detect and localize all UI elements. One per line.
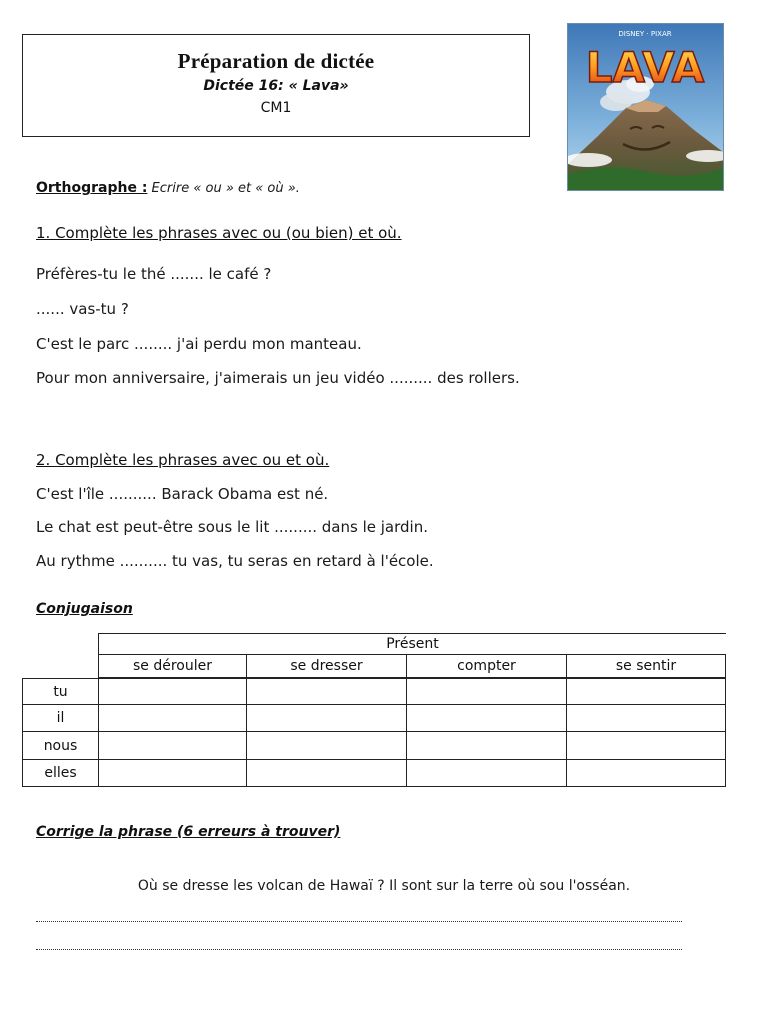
pronoun-cell: nous: [22, 731, 99, 760]
verb-header: se sentir: [566, 654, 726, 678]
answer-cell[interactable]: [566, 678, 726, 705]
exercise1-title: 1. Complète les phrases avec ou (ou bien) et où.: [36, 224, 402, 242]
orthographe-instruction: Ecrire « ou » et « où ».: [147, 181, 300, 196]
answer-cell[interactable]: [566, 704, 726, 732]
volcano-illustration: [568, 24, 723, 190]
corrige-title: Corrige la phrase (6 erreurs à trouver): [36, 824, 341, 840]
exercise2-sentence-1: C'est l'île .......... Barack Obama est né.: [36, 485, 329, 503]
answer-line[interactable]: [36, 921, 682, 922]
answer-line[interactable]: [36, 949, 682, 950]
corrige-sentence: Où se dresse les volcan de Hawaï ? Il sont sur la terre où sou l'osséan.: [137, 878, 631, 894]
exercise1-sentence-4: Pour mon anniversaire, j'aimerais un jeu vidéo ......... des rollers.: [36, 369, 520, 387]
exercise2-sentence-2: Le chat est peut-être sous le lit ......... dans le jardin.: [36, 518, 428, 536]
header-box: [22, 34, 530, 137]
answer-cell[interactable]: [406, 759, 567, 787]
answer-cell[interactable]: [246, 704, 407, 732]
answer-cell[interactable]: [566, 759, 726, 787]
answer-cell[interactable]: [98, 678, 247, 705]
pronoun-cell: elles: [22, 759, 99, 787]
answer-cell[interactable]: [406, 704, 567, 732]
verb-header: se dérouler: [98, 654, 247, 678]
answer-cell[interactable]: [98, 731, 247, 760]
poster-brand-text: DISNEY · PIXAR: [618, 30, 672, 38]
answer-cell[interactable]: [98, 759, 247, 787]
answer-cell[interactable]: [98, 704, 247, 732]
answer-cell[interactable]: [246, 759, 407, 787]
exercise1-sentence-3: C'est le parc ........ j'ai perdu mon manteau.: [36, 335, 362, 353]
answer-cell[interactable]: [566, 731, 726, 760]
pronoun-cell: il: [22, 704, 99, 732]
verb-header: compter: [406, 654, 567, 678]
orthographe-label: Orthographe :: [36, 180, 148, 196]
poster-title-text: LAVA: [585, 43, 705, 92]
answer-cell[interactable]: [246, 678, 407, 705]
answer-cell[interactable]: [406, 731, 567, 760]
exercise1-sentence-1: Préfères-tu le thé ....... le café ?: [36, 265, 272, 283]
verb-header: se dresser: [246, 654, 407, 678]
lava-poster-image: [567, 23, 724, 191]
conjugation-table: [22, 633, 726, 787]
exercise2-title: 2. Complète les phrases avec ou et où.: [36, 451, 330, 469]
answer-cell[interactable]: [246, 731, 407, 760]
class-level: CM1: [260, 100, 292, 116]
orthographe-line: [36, 179, 300, 197]
dictation-subtitle: Dictée 16: « Lava»: [203, 78, 349, 94]
exercise1-sentence-2: ...... vas-tu ?: [36, 300, 129, 318]
answer-cell[interactable]: [406, 678, 567, 705]
conjugaison-title: Conjugaison: [36, 601, 133, 617]
pronoun-cell: tu: [22, 678, 99, 705]
page-title: Préparation de dictée: [177, 49, 375, 73]
tense-header: Présent: [98, 633, 726, 655]
exercise2-sentence-3: Au rythme .......... tu vas, tu seras en retard à l'école.: [36, 552, 434, 570]
